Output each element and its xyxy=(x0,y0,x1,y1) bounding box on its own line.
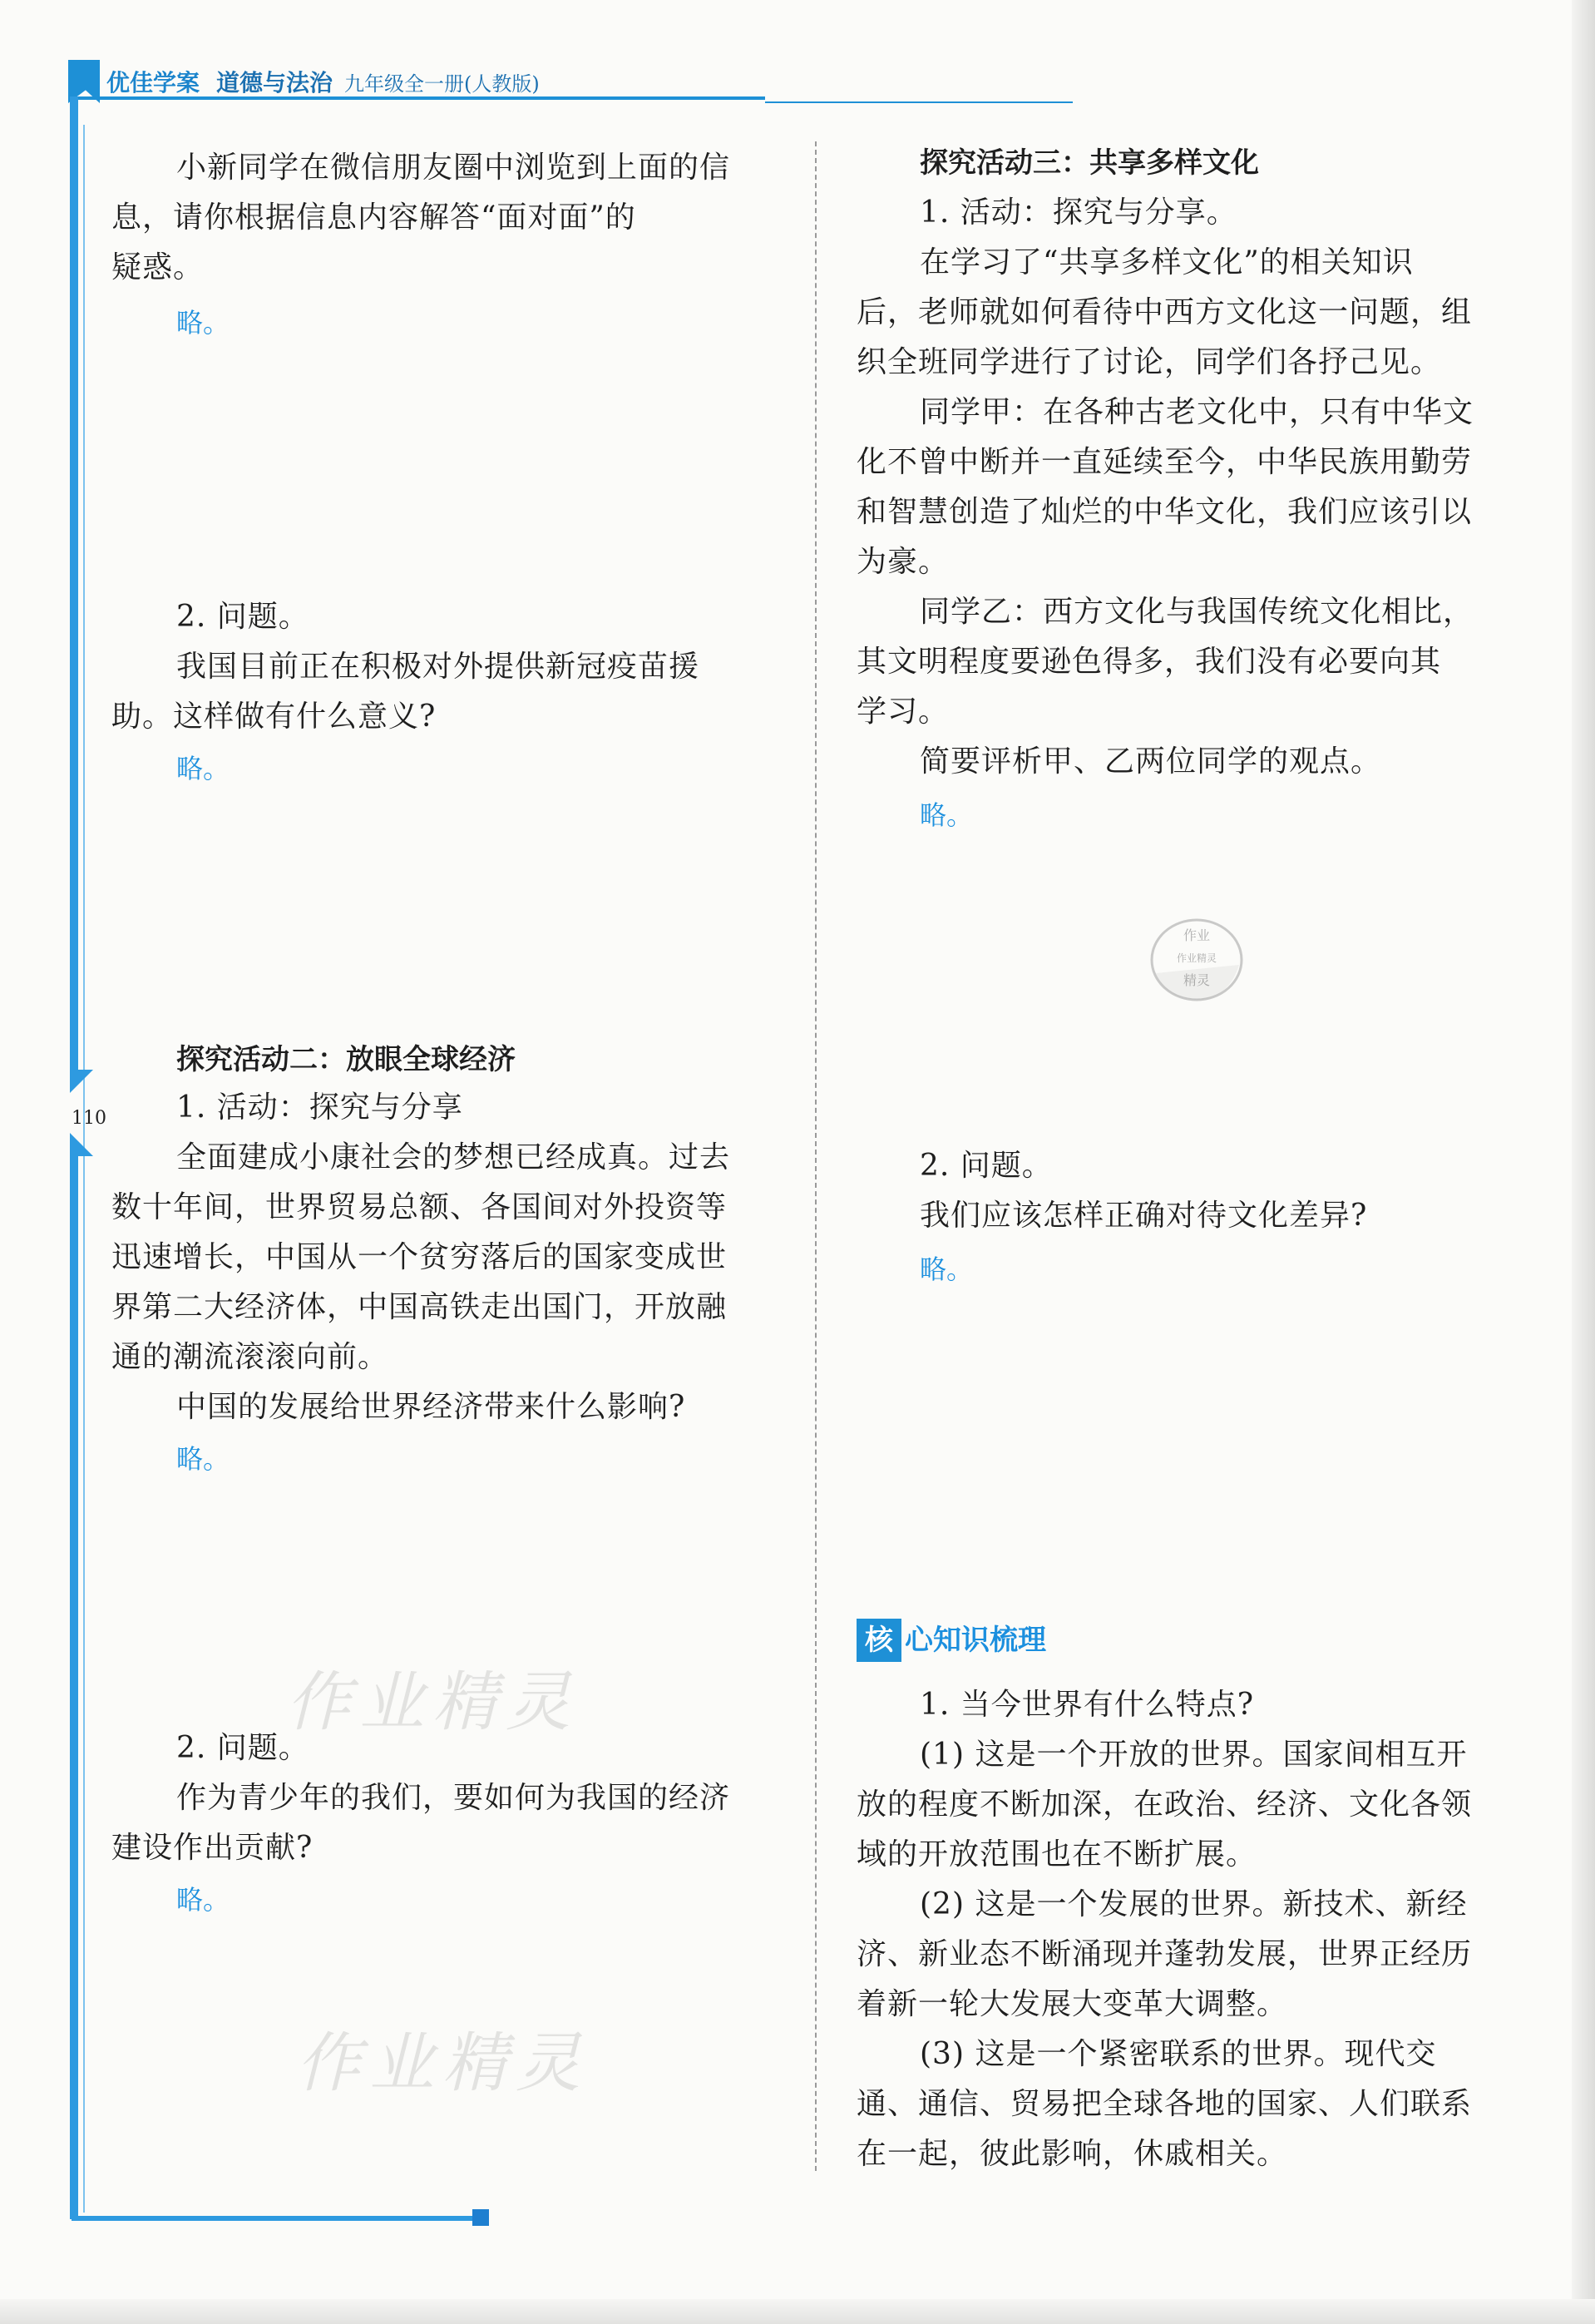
activity-3-line-2: 后，老师就如何看待中西方文化这一问题，组 xyxy=(857,295,1473,329)
column-divider xyxy=(815,141,817,2171)
header-brand: 优佳学案 xyxy=(106,69,200,96)
question-3-label: 2. 问题。 xyxy=(176,1731,309,1765)
question-4-text: 我们应该怎样正确对待文化差异? xyxy=(920,1199,1368,1233)
answer-1: 略。 xyxy=(176,307,230,339)
header-rule xyxy=(68,96,765,100)
stamp-text-top: 作业 xyxy=(1183,927,1211,943)
question-2-label: 2. 问题。 xyxy=(176,600,309,634)
question-3-line-2: 建设作出贡献? xyxy=(111,1831,314,1865)
activity-2-line-3: 迅速增长，中国从一个贫穷落后的国家变成世 xyxy=(111,1240,728,1274)
page-marker-bottom-icon xyxy=(70,1133,93,1156)
knowledge-1-p3-line-3: 在一起，彼此影响，休戚相关。 xyxy=(857,2137,1288,2171)
header-rule-thin xyxy=(765,101,1073,103)
question-2-line-2: 助。这样做有什么意义? xyxy=(111,700,437,734)
answer-3: 略。 xyxy=(176,1443,230,1475)
stamp-text-bottom: 精灵 xyxy=(1183,972,1211,988)
student-a-line-3: 和智慧创造了灿烂的中华文化，我们应该引以 xyxy=(857,495,1473,529)
activity-3-line-1: 在学习了“共享多样文化”的相关知识 xyxy=(920,245,1414,279)
knowledge-1-p1-line-2: 放的程度不断加深，在政治、经济、文化各领 xyxy=(857,1788,1473,1822)
margin-bar-thin xyxy=(83,125,85,2213)
activity-3-title: 探究活动三：共享多样文化 xyxy=(920,146,1259,180)
student-b-line-3: 学习。 xyxy=(857,695,950,729)
knowledge-1-p2-line-2: 济、新业态不断涌现并蓬勃发展，世界正经历 xyxy=(857,1937,1473,1971)
header-subject: 道德与法治 xyxy=(216,69,333,96)
watermark-1: 作业精灵 xyxy=(286,1665,580,1740)
knowledge-1-p3-line-1: (3) 这是一个紧密联系的世界。现代交 xyxy=(920,2037,1437,2071)
activity-3-line-3: 织全班同学进行了讨论，同学们各抒己见。 xyxy=(857,345,1442,379)
activity-2-line-4: 界第二大经济体，中国高铁走出国门，开放融 xyxy=(111,1290,728,1324)
student-a-line-4: 为豪。 xyxy=(857,545,950,579)
student-b-line-2: 其文明程度要逊色得多，我们没有必要向其 xyxy=(857,645,1442,679)
answer-5: 略。 xyxy=(920,799,974,831)
section-tag-text: 心知识梳理 xyxy=(905,1624,1046,1657)
activity-2-question: 中国的发展给世界经济带来什么影响? xyxy=(176,1390,686,1424)
activity-2-line-1: 全面建成小康社会的梦想已经成真。过去 xyxy=(176,1140,731,1174)
knowledge-1-question: 1. 当今世界有什么特点? xyxy=(920,1688,1255,1722)
page-marker-top-icon xyxy=(70,1070,93,1093)
question-2-line-1: 我国目前正在积极对外提供新冠疫苗援 xyxy=(176,650,700,684)
page-number: 110 xyxy=(72,1108,106,1129)
student-a-line-2: 化不曾中断并一直延续至今，中华民族用勤劳 xyxy=(857,445,1473,479)
answer-4: 略。 xyxy=(176,1884,230,1916)
stamp-text-mid: 作业精灵 xyxy=(1176,952,1217,964)
activity-3-subtitle: 1. 活动：探究与分享。 xyxy=(920,195,1237,230)
intro-line-1: 小新同学在微信朋友圈中浏览到上面的信 xyxy=(176,151,731,185)
header-grade: 九年级全一册(人教版) xyxy=(344,72,540,96)
scan-edge-right xyxy=(1572,0,1595,2324)
knowledge-1-p2-line-1: (2) 这是一个发展的世界。新技术、新经 xyxy=(920,1887,1468,1921)
answer-6: 略。 xyxy=(920,1253,974,1285)
activity-2-line-5: 通的潮流滚滚向前。 xyxy=(111,1340,389,1374)
margin-bar-top xyxy=(70,96,78,1070)
student-b-line-1: 同学乙：西方文化与我国传统文化相比， xyxy=(920,595,1474,629)
intro-line-3: 疑惑。 xyxy=(111,250,205,284)
footer-rule xyxy=(72,2216,472,2221)
margin-bar-bottom xyxy=(70,1156,78,2219)
knowledge-1-p1-line-1: (1) 这是一个开放的世界。国家间相互开 xyxy=(920,1738,1468,1772)
knowledge-1-p2-line-3: 着新一轮大发展大变革大调整。 xyxy=(857,1987,1288,2021)
answer-2: 略。 xyxy=(176,753,230,784)
section-tag-core-knowledge xyxy=(857,1619,1046,1662)
question-4-label: 2. 问题。 xyxy=(920,1149,1053,1183)
knowledge-1-p1-line-3: 域的开放范围也在不断扩展。 xyxy=(857,1837,1257,1872)
activity-2-title: 探究活动二：放眼全球经济 xyxy=(176,1043,516,1076)
scan-edge-bottom xyxy=(0,2299,1595,2324)
footer-square-icon xyxy=(472,2209,489,2226)
question-3-line-1: 作为青少年的我们，要如何为我国的经济 xyxy=(176,1781,731,1815)
watermark-stamp-icon xyxy=(1148,915,1246,1005)
evaluate-prompt: 简要评析甲、乙两位同学的观点。 xyxy=(920,744,1382,779)
student-a-line-1: 同学甲：在各种古老文化中，只有中华文 xyxy=(920,395,1474,429)
watermark-2: 作业精灵 xyxy=(296,2026,590,2101)
section-tag-box: 核 xyxy=(857,1619,901,1662)
knowledge-1-p3-line-2: 通、通信、贸易把全球各地的国家、人们联系 xyxy=(857,2087,1473,2121)
activity-2-line-2: 数十年间，世界贸易总额、各国间对外投资等 xyxy=(111,1190,728,1224)
activity-2-subtitle: 1. 活动：探究与分享 xyxy=(176,1090,463,1125)
intro-line-2: 息，请你根据信息内容解答“面对面”的 xyxy=(111,200,636,235)
